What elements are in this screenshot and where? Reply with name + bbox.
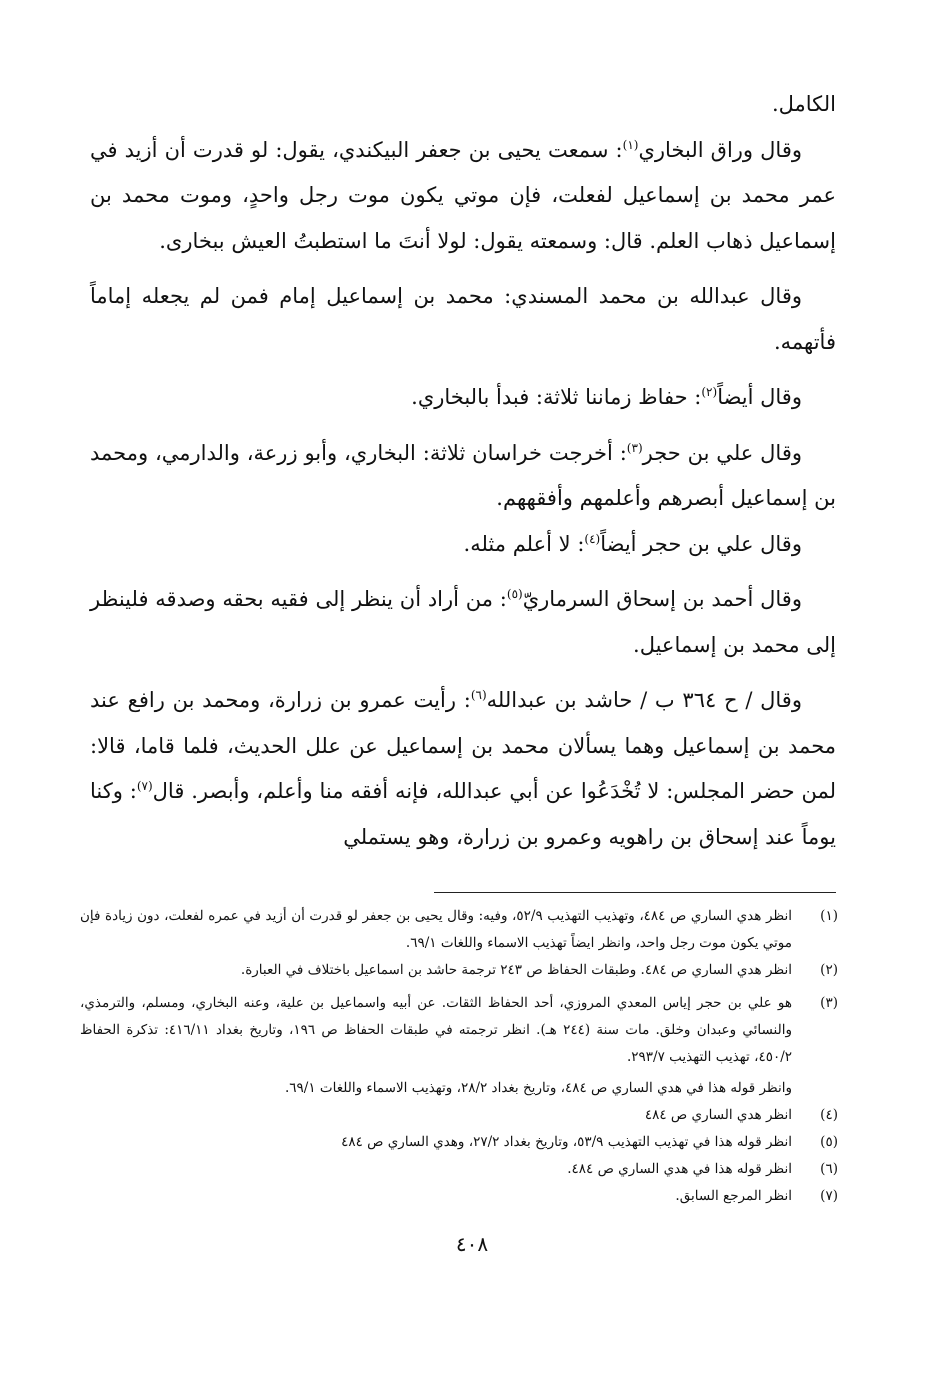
text-run: وقال علي بن حجر أيضاً [600, 531, 802, 556]
footnote-ref[interactable]: (٥) [506, 587, 523, 601]
text-run: وقال وراق البخاري [638, 137, 802, 162]
footnote-number: (٥) [820, 1134, 838, 1150]
footnote-continuation: وانظر قوله هذا في هدي الساري ص ٤٨٤، وتاريخ بغداد ٢٨/٢، وتهذيب الاسماء واللغات ٦٩/١. [285, 1080, 792, 1096]
footnote-text: هو علي بن حجر إياس المعدي المروزي، أحد الحفاظ الثقات. عن أبيه واسماعيل بن علية، وعنه البخاري، ومسلم، والترمذي، والنسائي وعبدان وخلق. مات سنة (٢٤٤ هـ). انظر ترجمته في طبقات الحفاظ ص ١٩٦، وتاريخ بغداد ٤١٦/١١: تذكرة الحفاظ ٤٥٠/٢، تهذيب التهذيب ٢٩٣/٧. [80, 995, 792, 1065]
footnote [80, 1129, 838, 1156]
footnote [80, 1183, 838, 1210]
footnote-ref[interactable]: (١) [622, 137, 639, 152]
paragraph [90, 128, 836, 265]
text-run: الكامل. [771, 92, 836, 116]
footnote-number: (٢) [820, 962, 838, 978]
paragraph [90, 522, 836, 568]
footnote [80, 903, 838, 957]
text-run: وقال علي بن حجر [642, 440, 802, 465]
paragraph [90, 274, 836, 365]
footnote-ref[interactable]: (٦) [470, 688, 487, 702]
text-run: وقال عبدالله بن محمد المسندي: محمد بن إسماعيل إمام فمن لم يجعله إماماً فأتهمه. [90, 284, 836, 354]
footnote-number: (٤) [820, 1107, 838, 1123]
footnote-ref[interactable]: (٧) [136, 779, 153, 793]
footnote-text: انظر هدي الساري ص ٤٨٤ [644, 1107, 792, 1123]
footnote-ref[interactable]: (٢) [701, 385, 718, 399]
paragraph [90, 82, 836, 128]
footnote-text: انظر المرجع السابق. [675, 1188, 792, 1204]
footnote-divider [434, 892, 836, 893]
text-run: : وكنا يوماً عند إسحاق بن راهويه وعمرو بن زرارة، وهو يستملي [90, 779, 836, 849]
footnote [80, 957, 838, 984]
main-text [90, 82, 836, 870]
footnotes [80, 903, 838, 1210]
paragraph [90, 678, 836, 860]
footnote-number: (٧) [820, 1188, 838, 1204]
text-run: : لا أعلم مثله. [463, 531, 585, 556]
text-run: : حفاظ زماننا ثلاثة: فبدأ بالبخاري. [411, 385, 702, 409]
paragraph [90, 375, 836, 421]
footnote [80, 1156, 838, 1183]
text-run: : سمعت يحيى بن جعفر البيكندي، يقول: لو قدرت أن أزيد في عمر محمد بن إسماعيل لفعلت، فإن موتي يكون موت رجل واحدٍ، وموت محمد بن إسماعيل ذهاب العلم. قال: وسمعته يقول: لولا أنتَ ما استطبتُ العيش ببخارى. [90, 137, 836, 253]
footnote-ref[interactable]: (٤) [584, 531, 601, 546]
paragraph [90, 577, 836, 668]
text-run: وقال أحمد بن إسحاق السرماريّ [522, 587, 802, 611]
footnote-text: انظر قوله هذا في تهذيب التهذيب ٥٣/٩، وتاريخ بغداد ٢٧/٢، وهدي الساري ص ٤٨٤ [341, 1134, 792, 1150]
footnote [80, 1102, 838, 1129]
paragraph [90, 431, 836, 522]
text-run: وقال / ح ٣٦٤ ب / حاشد بن عبدالله [486, 688, 802, 712]
footnote-text: انظر قوله هذا في هدي الساري ص ٤٨٤. [567, 1161, 792, 1177]
page-number: ٤٠٨ [455, 1232, 489, 1256]
footnote-text: انظر هدي الساري ص ٤٨٤، وتهذيب التهذيب ٥٢/٩، وفيه: وقال يحيى بن جعفر لو قدرت أن أزيد في عمره لفعلت، دون زيادة فإن موتي يكون موت رجل واحد، وانظر ايضاً تهذيب الاسماء واللغات ٦٩/١. [80, 908, 792, 951]
text-run: وقال أيضاً [717, 385, 802, 409]
footnote-number: (٣) [820, 995, 838, 1011]
footnote-number: (١) [820, 908, 838, 924]
footnote-text: انظر هدي الساري ص ٤٨٤. وطبقات الحفاظ ص ٢٤٣ ترجمة حاشد بن اسماعيل باختلاف في العبارة. [240, 962, 792, 978]
footnote-number: (٦) [820, 1161, 838, 1177]
text-run: : رأيت عمرو بن زرارة، ومحمد بن رافع عند محمد بن إسماعيل وهما يسألان محمد بن إسماعيل عن علل الحديث، فلما قاما، قالا: لمن حضر المجلس: لا تُخْدَعُوا عن أبي عبدالله، فإنه أفقه منا وأعلم، وأبصر. قال [90, 688, 836, 803]
footnote-ref[interactable]: (٣) [626, 440, 643, 455]
footnote [80, 990, 838, 1071]
text-run: : من أراد أن ينظر إلى فقيه بحقه وصدقه فلينظر إلى محمد بن إسماعيل. [90, 587, 836, 657]
text-run: : أخرجت خراسان ثلاثة: البخاري، وأبو زرعة، والدارمي، ومحمد بن إسماعيل أبصرهم وأعلمهم وأفقههم. [90, 440, 836, 510]
